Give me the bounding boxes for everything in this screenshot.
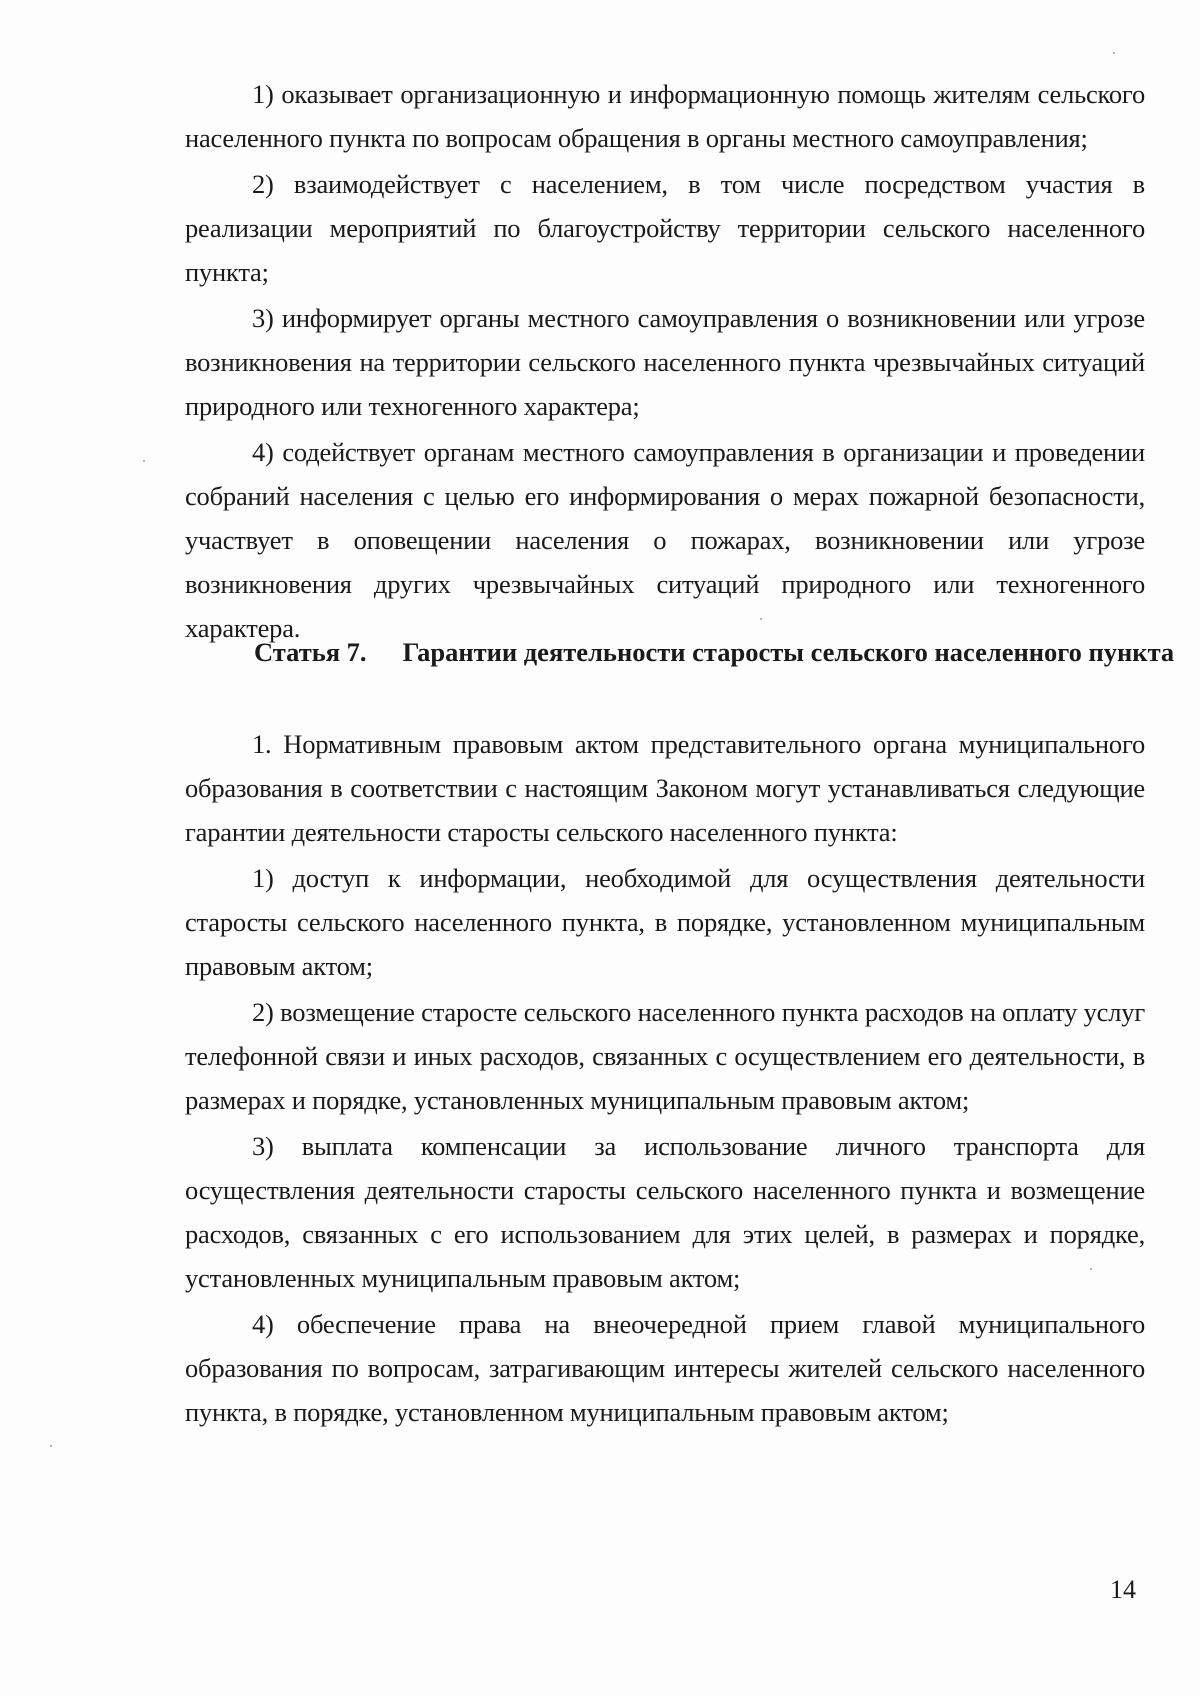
guarantee-item-1: 1) доступ к информации, необходимой для осуществления деятельности старосты сельского населенного пункта, в порядке, установленном муниципальным правовым актом; (185, 863, 1145, 981)
guarantee-item-4: 4) обеспечение права на внеочередной прием главой муниципального образования по вопросам, затрагивающим интересы жителей сельского населенного пункта, в порядке, установленном муниципальным правовым актом; (185, 1309, 1145, 1427)
scan-speck (50, 1445, 52, 1447)
guarantee-item-3: 3) выплата компенсации за использование личного транспорта для осуществления деятельности старосты сельского населенного пункта и возмещение расходов, связанных с его использованием для этих целей, в размерах и порядке, установленных муниципальным правовым актом; (185, 1131, 1145, 1293)
article-intro-paragraph: 1. Нормативным правовым актом представительного органа муниципального образования в соответствии с настоящим Законом могут устанавливаться следующие гарантии деятельности старосты сельского населенного пункта: (185, 729, 1145, 847)
article-number: Статья 7. (254, 637, 367, 667)
scan-speck (1090, 1268, 1092, 1270)
article-heading (254, 632, 1175, 672)
document-body-lower (185, 722, 1145, 1436)
page-number: 14 (1110, 1575, 1136, 1604)
scan-speck (760, 618, 762, 620)
scan-speck (1113, 52, 1115, 54)
list-item-3: 3) информирует органы местного самоуправления о возникновении или угрозе возникновения на территории сельского населенного пункта чрезвычайных ситуаций природного или техногенного характера; (185, 303, 1145, 421)
guarantee-item-2: 2) возмещение старосте сельского населенного пункта расходов на оплату услуг телефонной связи и иных расходов, связанных с осуществлением его деятельности, в размерах и порядке, установленных муниципальным правовым актом; (185, 997, 1145, 1115)
article-title: Гарантии деятельности старосты сельского населенного пункта (402, 637, 1175, 667)
scan-speck (143, 460, 145, 462)
list-item-4: 4) содействует органам местного самоуправления в организации и проведении собраний населения с целью его информирования о мерах пожарной безопасности, участвует в оповещении населения о пожарах, возникновении или угрозе возникновения других чрезвычайных ситуаций природного или техногенного характера. (185, 437, 1145, 643)
list-item-1: 1) оказывает организационную и информационную помощь жителям сельского населенного пункта по вопросам обращения в органы местного самоуправления; (185, 79, 1145, 153)
document-body-upper (185, 72, 1145, 652)
list-item-2: 2) взаимодействует с населением, в том числе посредством участия в реализации мероприятий по благоустройству территории сельского населенного пункта; (185, 169, 1145, 287)
